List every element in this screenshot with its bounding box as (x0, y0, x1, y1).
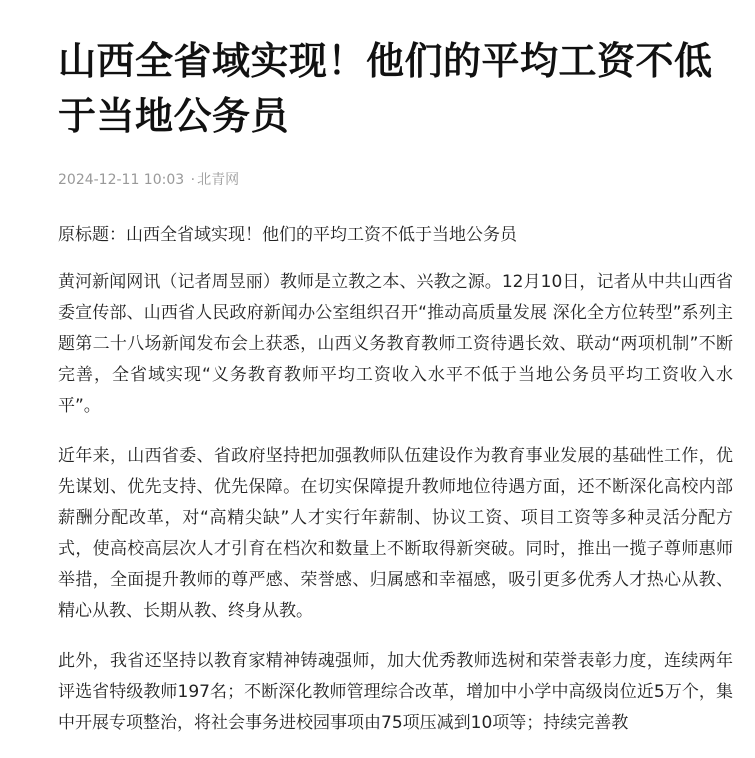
article-title: 山西全省域实现！他们的平均工资不低于当地公务员 (58, 39, 713, 138)
article-paragraph: 黄河新闻网讯（记者周昱丽）教师是立教之本、兴教之源。12月10日，记者从中共山西省委宣传部、山西省人民政府新闻办公室组织召开“推动高质量发展 深化全方位转型”系列主题第二十八场新闻发布会上获悉，山西义务教育教师工资待遇长效、联动“两项机制”不断完善，全省域实现“义务教育教师平均工资收入水平不低于当地公务员平均工资收入水平”。 (58, 272, 733, 416)
article-paragraph-original-title: 原标题：山西全省域实现！他们的平均工资不低于当地公务员 (58, 225, 517, 245)
article (58, 0, 738, 758)
source-name: 北青网 (197, 172, 240, 188)
article-paragraph: 近年来，山西省委、省政府坚持把加强教师队伍建设作为教育事业发展的基础性工作，优先谋划、优先支持、优先保障。在切实保障提升教师地位待遇方面，还不断深化高校内部薪酬分配改革，对“高精尖缺”人才实行年薪制、协议工资、项目工资等多种灵活分配方式，使高校高层次人才引育在档次和数量上不断取得新突破。同时，推出一揽子尊师惠师举措，全面提升教师的尊严感、荣誉感、归属感和幸福感，吸引更多优秀人才热心从教、精心从教、长期从教、终身从教。 (58, 446, 733, 621)
article-body (58, 220, 733, 739)
publish-datetime: 2024-12-11 10:03 (58, 172, 185, 188)
meta-separator: · (190, 172, 196, 188)
article-paragraph: 此外，我省还坚持以教育家精神铸魂强师，加大优秀教师选树和荣誉表彰力度，连续两年评选省特级教师197名；不断深化教师管理综合改革，增加中小学中高级岗位近5万个，集中开展专项整治，将社会事务进校园事项由75项压减到10项等；持续完善教 (58, 651, 733, 733)
article-meta (58, 170, 738, 190)
